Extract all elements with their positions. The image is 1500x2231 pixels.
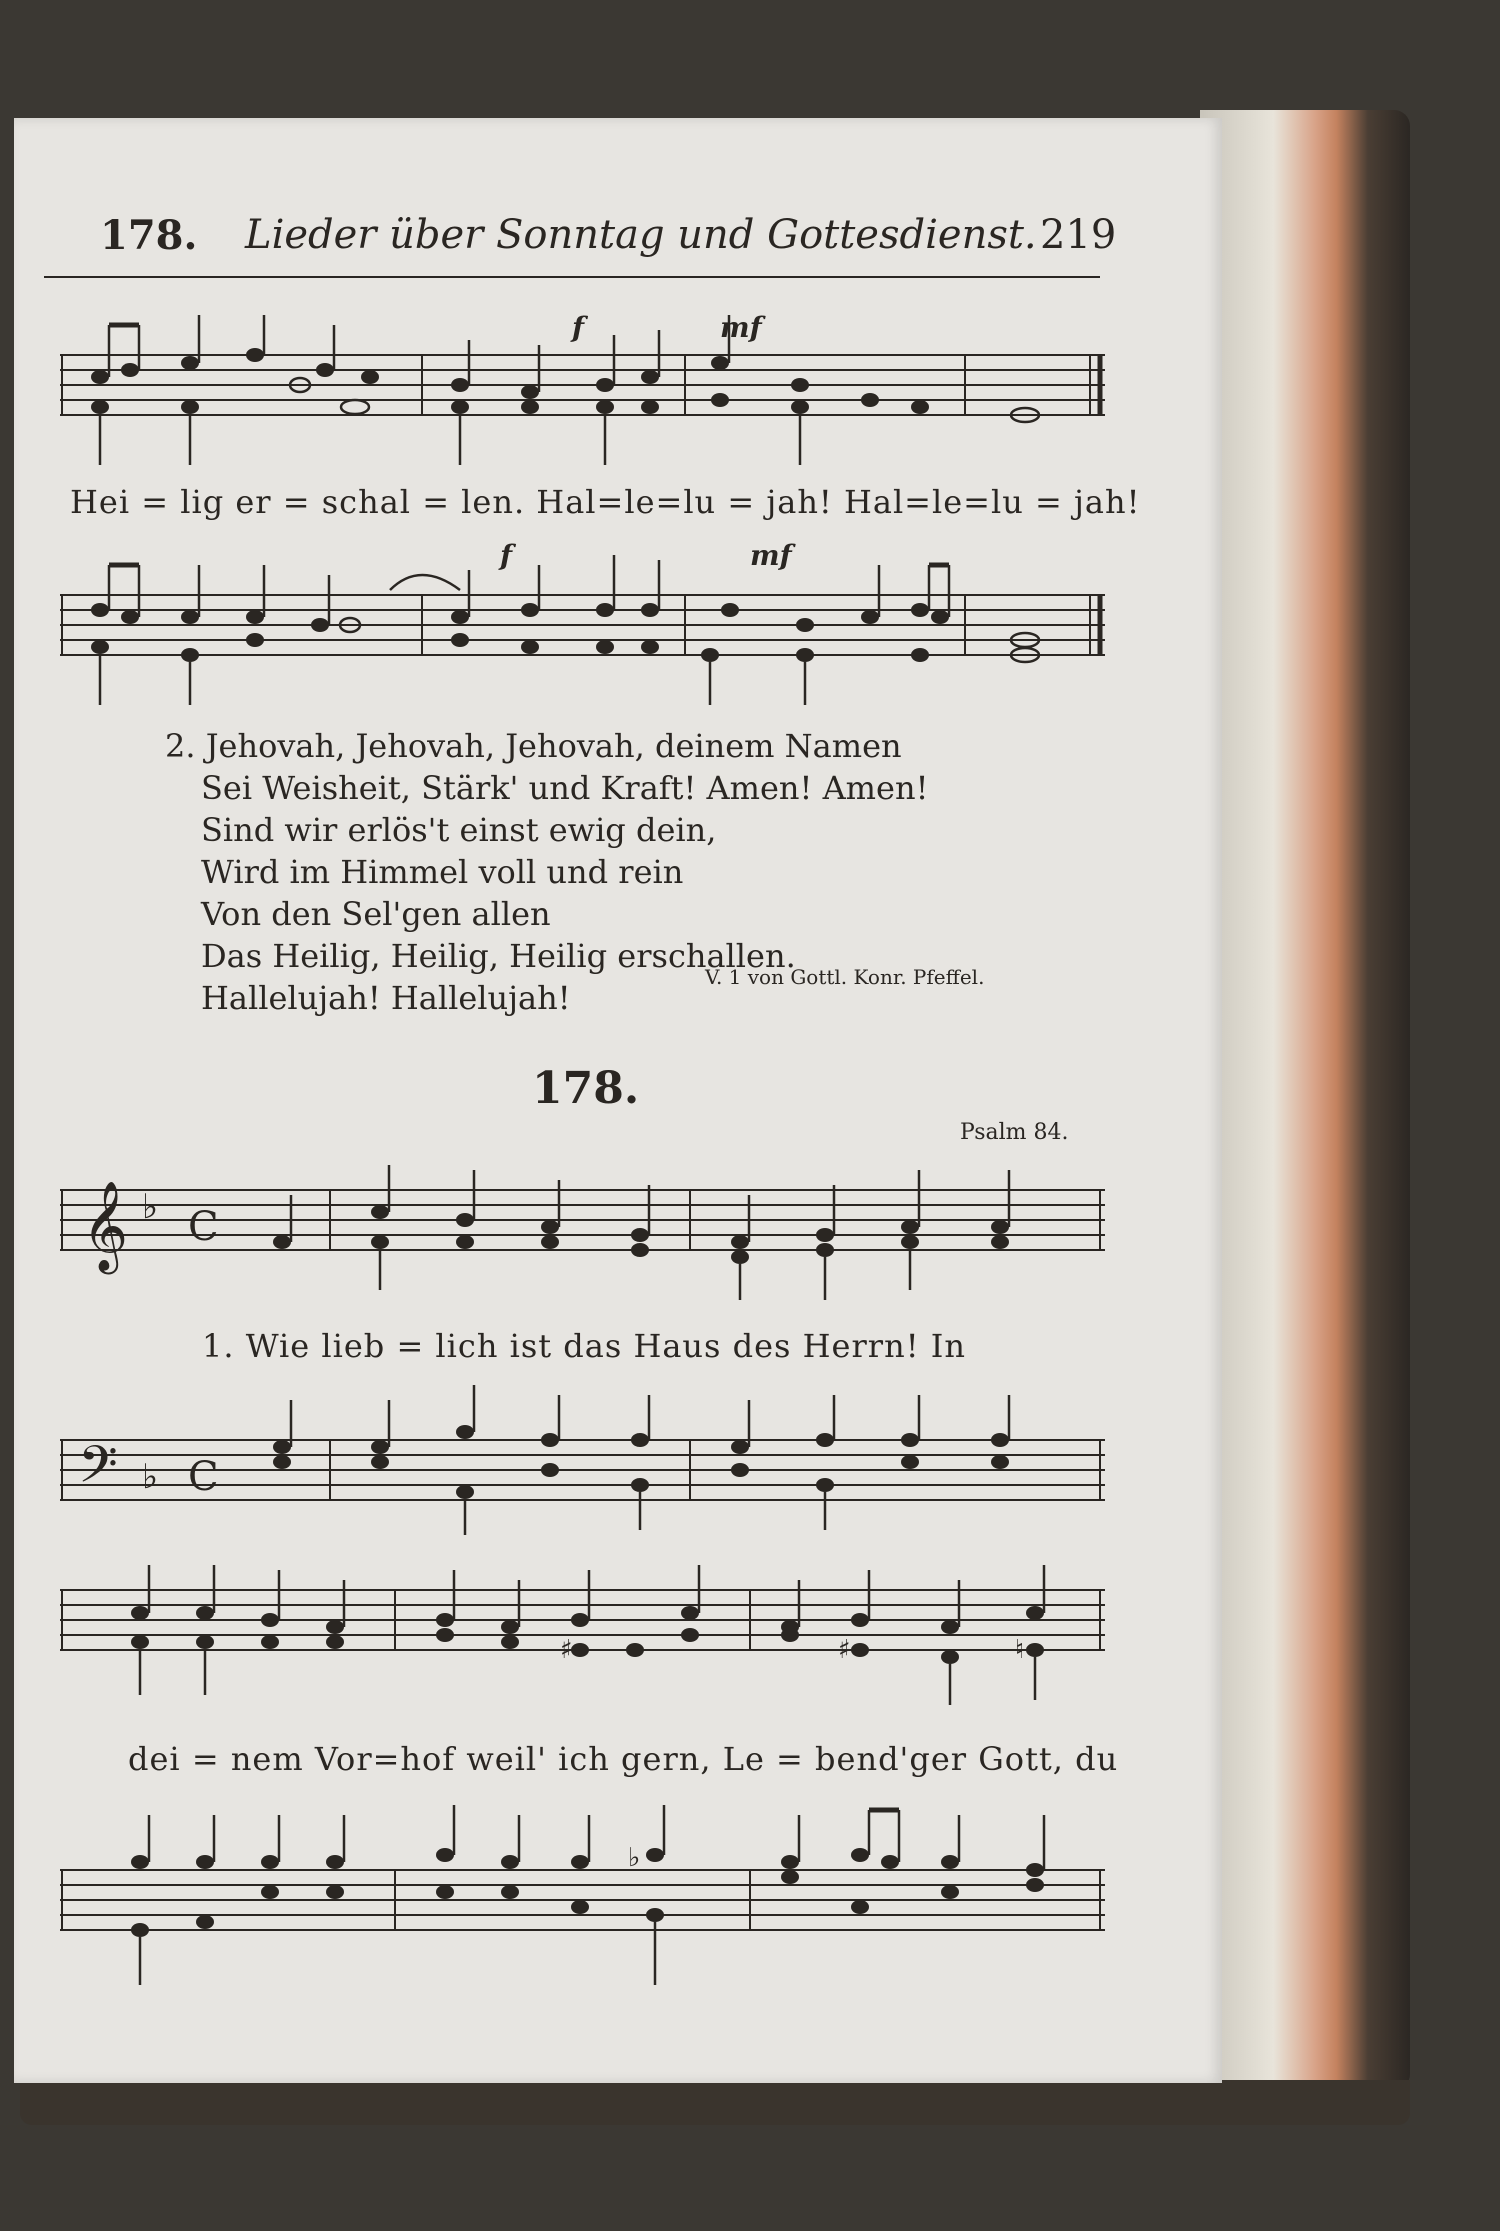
hymn-number: 178.: [532, 1063, 640, 1114]
flat-key-signature-bass-icon: ♭: [142, 1457, 159, 1497]
music-system-3-treble: [60, 1565, 1105, 1725]
flat-key-signature-icon: ♭: [142, 1187, 159, 1227]
verse-line-4: Wird im Himmel voll und rein: [201, 853, 684, 891]
staff-bass-1: [60, 535, 1105, 710]
staff-bass-3: [60, 1800, 1105, 1990]
verse-line-5: Von den Sel'gen allen: [201, 895, 551, 933]
time-signature-treble: C: [188, 1204, 219, 1250]
dynamic-forte: f: [572, 315, 585, 344]
page-number: 219: [1040, 212, 1117, 258]
dynamic-mezzoforte-bass: mf: [750, 539, 792, 572]
treble-clef-icon: 𝄞: [82, 1181, 129, 1271]
author-attribution: V. 1 von Gottl. Konr. Pfeffel.: [705, 965, 985, 989]
verse-line-1: 2. Jehovah, Jehovah, Jehovah, deinem Namen: [165, 727, 902, 765]
book-cover-bottom: [20, 2080, 1410, 2125]
dynamic-mezzoforte: mf: [720, 315, 762, 344]
natural-icon: ♮: [1015, 1635, 1025, 1665]
lyrics-hymn-line-1: 1. Wie lieb = lich ist das Haus des Herrn! In: [202, 1327, 966, 1365]
dynamic-forte-bass: f: [500, 539, 513, 572]
verse-line-7: Hallelujah! Hallelujah!: [201, 979, 571, 1017]
verse-line-6: Das Heilig, Heilig, Heilig erschallen.: [201, 937, 796, 975]
lyrics-first-piece: Hei = lig er = schal = len. Hal=le=lu = jah! Hal=le=lu = jah!: [70, 483, 1141, 521]
bass-clef-icon: 𝄢: [78, 1434, 118, 1507]
header-title: Lieder über Sonntag und Gottesdienst.: [245, 212, 1037, 258]
music-system-3-bass: [60, 1800, 1105, 1990]
verse-number: 2.: [165, 727, 196, 765]
music-system-1-treble: [60, 315, 1105, 475]
music-system-2-treble: [60, 1150, 1105, 1310]
staff-treble-1: [60, 315, 1105, 475]
book-edge: [1200, 110, 1410, 2090]
header-rule: [44, 276, 1100, 278]
sharp-icon: ♯: [838, 1635, 851, 1665]
flat-icon: ♭: [628, 1843, 641, 1873]
music-system-2-bass: [60, 1370, 1105, 1540]
header-hymn-number: 178.: [100, 212, 198, 259]
music-system-1-bass: [60, 535, 1105, 710]
verse-line-2: Sei Weisheit, Stärk' und Kraft! Amen! Amen!: [201, 769, 929, 807]
verse-line-3: Sind wir erlös't einst ewig dein,: [201, 811, 717, 849]
staff-bass-2: [60, 1370, 1105, 1540]
time-signature-bass: C: [188, 1454, 219, 1500]
psalm-reference: Psalm 84.: [960, 1120, 1069, 1145]
sharp-icon: ♯: [560, 1635, 573, 1665]
staff-treble-2: [60, 1150, 1105, 1310]
staff-treble-3: [60, 1565, 1105, 1725]
lyrics-hymn-line-2: dei = nem Vor=hof weil' ich gern, Le = bend'ger Gott, du: [128, 1740, 1119, 1778]
